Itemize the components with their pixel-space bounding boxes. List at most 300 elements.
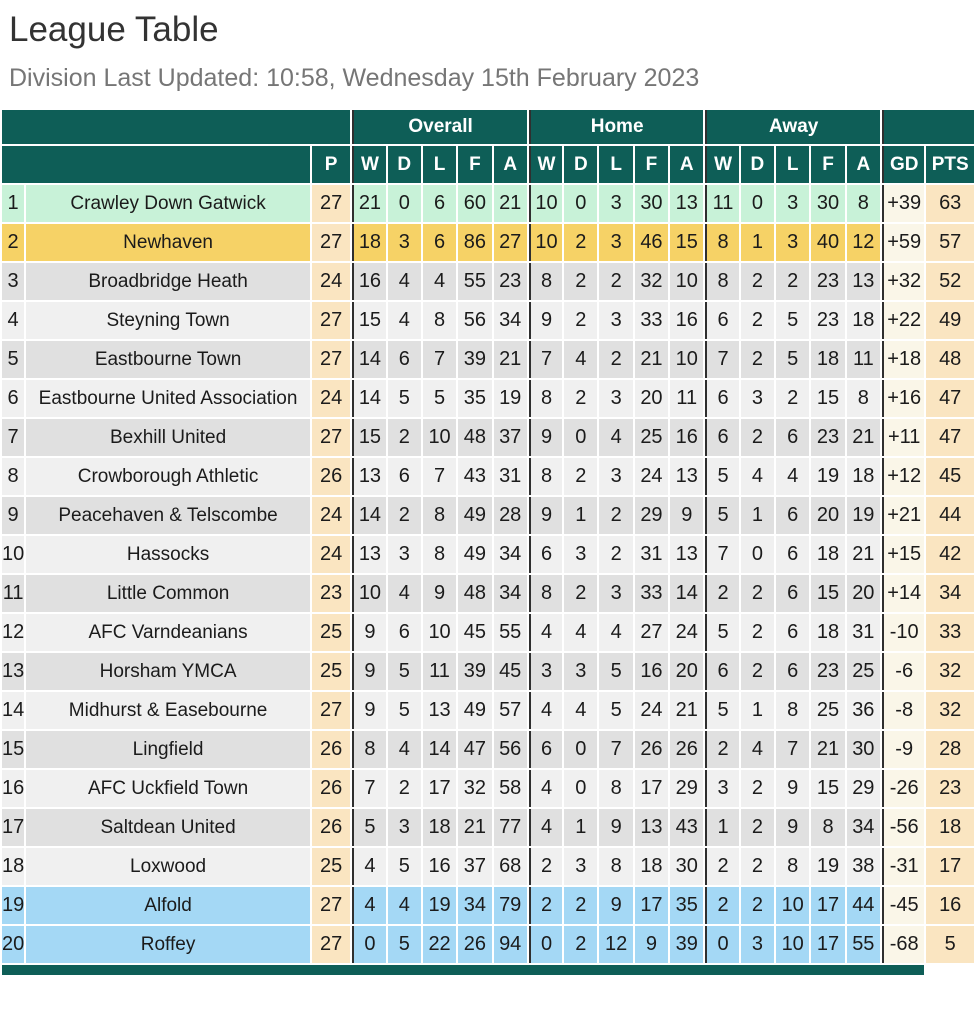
away-a-cell: 31 (847, 614, 880, 651)
away-a-cell: 38 (847, 848, 880, 885)
home-l-cell: 2 (599, 263, 632, 300)
played-cell: 27 (312, 185, 350, 222)
team-name-cell: Eastbourne Town (26, 341, 310, 378)
goal-difference-cell: -8 (882, 692, 924, 729)
away-l-cell: 10 (776, 887, 809, 924)
overall-a-cell: 28 (494, 497, 527, 534)
overall-d-cell: 6 (388, 458, 421, 495)
home-d-cell: 2 (564, 380, 597, 417)
column-header-w-11: W (705, 146, 738, 183)
away-l-cell: 5 (776, 341, 809, 378)
home-a-cell: 13 (670, 185, 703, 222)
overall-l-cell: 17 (423, 770, 456, 807)
team-name-cell: Newhaven (26, 224, 310, 261)
group-header-overall: Overall (352, 110, 527, 144)
away-w-cell: 6 (705, 653, 738, 690)
away-a-cell: 20 (847, 575, 880, 612)
overall-a-cell: 68 (494, 848, 527, 885)
position-cell: 8 (2, 458, 24, 495)
overall-w-cell: 7 (352, 770, 385, 807)
away-a-cell: 36 (847, 692, 880, 729)
home-w-cell: 9 (529, 419, 562, 456)
home-f-cell: 13 (635, 809, 668, 846)
column-header-pts-17: PTS (926, 146, 974, 183)
away-w-cell: 7 (705, 536, 738, 573)
overall-d-cell: 3 (388, 224, 421, 261)
table-row (2, 809, 974, 846)
column-header-f-14: F (811, 146, 844, 183)
overall-f-cell: 21 (458, 809, 491, 846)
home-w-cell: 0 (529, 926, 562, 963)
goal-difference-cell: +14 (882, 575, 924, 612)
home-f-cell: 27 (635, 614, 668, 651)
away-w-cell: 5 (705, 458, 738, 495)
away-d-cell: 2 (741, 809, 774, 846)
played-cell: 24 (312, 536, 350, 573)
away-d-cell: 4 (741, 458, 774, 495)
overall-f-cell: 39 (458, 341, 491, 378)
overall-f-cell: 49 (458, 692, 491, 729)
home-a-cell: 29 (670, 770, 703, 807)
home-f-cell: 24 (635, 692, 668, 729)
overall-w-cell: 14 (352, 380, 385, 417)
overall-d-cell: 6 (388, 614, 421, 651)
points-cell: 42 (926, 536, 974, 573)
away-d-cell: 1 (741, 692, 774, 729)
away-w-cell: 6 (705, 380, 738, 417)
position-cell: 11 (2, 575, 24, 612)
home-l-cell: 5 (599, 692, 632, 729)
goal-difference-cell: +39 (882, 185, 924, 222)
home-f-cell: 26 (635, 731, 668, 768)
points-cell: 47 (926, 419, 974, 456)
home-l-cell: 9 (599, 887, 632, 924)
played-cell: 24 (312, 380, 350, 417)
overall-w-cell: 13 (352, 536, 385, 573)
overall-d-cell: 5 (388, 926, 421, 963)
team-name-cell: Peacehaven & Telscombe (26, 497, 310, 534)
position-cell: 16 (2, 770, 24, 807)
goal-difference-cell: -26 (882, 770, 924, 807)
home-w-cell: 9 (529, 302, 562, 339)
points-cell: 32 (926, 692, 974, 729)
away-f-cell: 17 (811, 887, 844, 924)
home-d-cell: 3 (564, 848, 597, 885)
home-d-cell: 4 (564, 692, 597, 729)
position-cell: 2 (2, 224, 24, 261)
away-l-cell: 4 (776, 458, 809, 495)
overall-a-cell: 31 (494, 458, 527, 495)
home-a-cell: 21 (670, 692, 703, 729)
overall-w-cell: 0 (352, 926, 385, 963)
overall-d-cell: 2 (388, 419, 421, 456)
home-l-cell: 2 (599, 341, 632, 378)
away-d-cell: 3 (741, 380, 774, 417)
overall-f-cell: 45 (458, 614, 491, 651)
home-d-cell: 2 (564, 224, 597, 261)
overall-a-cell: 58 (494, 770, 527, 807)
away-d-cell: 2 (741, 263, 774, 300)
home-w-cell: 6 (529, 536, 562, 573)
position-cell: 10 (2, 536, 24, 573)
home-w-cell: 4 (529, 770, 562, 807)
goal-difference-cell: +32 (882, 263, 924, 300)
points-cell: 52 (926, 263, 974, 300)
column-header-w-6: W (529, 146, 562, 183)
group-header-spacer (882, 110, 974, 144)
column-header-l-3: L (423, 146, 456, 183)
home-l-cell: 7 (599, 731, 632, 768)
goal-difference-cell: +11 (882, 419, 924, 456)
overall-l-cell: 6 (423, 185, 456, 222)
away-w-cell: 2 (705, 887, 738, 924)
column-header-f-4: F (458, 146, 491, 183)
home-d-cell: 2 (564, 887, 597, 924)
overall-w-cell: 15 (352, 302, 385, 339)
overall-l-cell: 7 (423, 341, 456, 378)
overall-a-cell: 79 (494, 887, 527, 924)
away-l-cell: 7 (776, 731, 809, 768)
overall-l-cell: 8 (423, 536, 456, 573)
home-l-cell: 4 (599, 419, 632, 456)
overall-a-cell: 45 (494, 653, 527, 690)
away-l-cell: 8 (776, 692, 809, 729)
away-d-cell: 2 (741, 614, 774, 651)
overall-d-cell: 2 (388, 497, 421, 534)
overall-f-cell: 32 (458, 770, 491, 807)
home-d-cell: 4 (564, 341, 597, 378)
overall-f-cell: 35 (458, 380, 491, 417)
home-d-cell: 0 (564, 185, 597, 222)
overall-a-cell: 21 (494, 341, 527, 378)
home-w-cell: 8 (529, 380, 562, 417)
home-l-cell: 8 (599, 770, 632, 807)
overall-l-cell: 8 (423, 497, 456, 534)
team-name-cell: Midhurst & Easebourne (26, 692, 310, 729)
home-a-cell: 26 (670, 731, 703, 768)
away-d-cell: 2 (741, 653, 774, 690)
away-w-cell: 6 (705, 302, 738, 339)
home-l-cell: 3 (599, 224, 632, 261)
home-f-cell: 17 (635, 887, 668, 924)
away-f-cell: 18 (811, 614, 844, 651)
overall-w-cell: 4 (352, 848, 385, 885)
points-cell: 17 (926, 848, 974, 885)
away-f-cell: 18 (811, 536, 844, 573)
column-header-row (2, 146, 974, 183)
away-a-cell: 12 (847, 224, 880, 261)
away-w-cell: 8 (705, 263, 738, 300)
overall-l-cell: 9 (423, 575, 456, 612)
team-name-cell: Steyning Town (26, 302, 310, 339)
away-w-cell: 2 (705, 731, 738, 768)
league-table-container (0, 108, 976, 977)
overall-d-cell: 4 (388, 731, 421, 768)
table-row (2, 185, 974, 222)
away-l-cell: 6 (776, 536, 809, 573)
position-cell: 7 (2, 419, 24, 456)
overall-f-cell: 86 (458, 224, 491, 261)
page-header (0, 0, 976, 93)
table-body (2, 185, 974, 963)
played-cell: 27 (312, 419, 350, 456)
home-a-cell: 13 (670, 458, 703, 495)
team-name-cell: Crowborough Athletic (26, 458, 310, 495)
away-l-cell: 6 (776, 575, 809, 612)
away-w-cell: 7 (705, 341, 738, 378)
overall-d-cell: 5 (388, 380, 421, 417)
column-header-l-8: L (599, 146, 632, 183)
group-header-row (2, 110, 974, 144)
away-w-cell: 2 (705, 575, 738, 612)
home-a-cell: 43 (670, 809, 703, 846)
last-updated-text: Division Last Updated: 10:58, Wednesday 15th February 2023 (9, 64, 700, 92)
column-header-d-7: D (564, 146, 597, 183)
home-w-cell: 4 (529, 614, 562, 651)
points-cell: 18 (926, 809, 974, 846)
points-cell: 44 (926, 497, 974, 534)
points-cell: 45 (926, 458, 974, 495)
overall-d-cell: 0 (388, 185, 421, 222)
overall-f-cell: 56 (458, 302, 491, 339)
home-d-cell: 2 (564, 458, 597, 495)
home-w-cell: 4 (529, 692, 562, 729)
away-a-cell: 21 (847, 536, 880, 573)
position-cell: 12 (2, 614, 24, 651)
away-d-cell: 1 (741, 497, 774, 534)
home-w-cell: 2 (529, 848, 562, 885)
overall-d-cell: 4 (388, 263, 421, 300)
team-name-cell: Crawley Down Gatwick (26, 185, 310, 222)
away-w-cell: 1 (705, 809, 738, 846)
points-cell: 49 (926, 302, 974, 339)
goal-difference-cell: +59 (882, 224, 924, 261)
away-a-cell: 13 (847, 263, 880, 300)
overall-f-cell: 47 (458, 731, 491, 768)
away-a-cell: 18 (847, 302, 880, 339)
goal-difference-cell: +16 (882, 380, 924, 417)
column-header-d-12: D (741, 146, 774, 183)
column-header-gd-16: GD (882, 146, 924, 183)
team-name-cell: Lingfield (26, 731, 310, 768)
overall-w-cell: 21 (352, 185, 385, 222)
away-l-cell: 10 (776, 926, 809, 963)
column-header-a-10: A (670, 146, 703, 183)
overall-f-cell: 43 (458, 458, 491, 495)
goal-difference-cell: -68 (882, 926, 924, 963)
home-f-cell: 17 (635, 770, 668, 807)
away-w-cell: 6 (705, 419, 738, 456)
goal-difference-cell: -31 (882, 848, 924, 885)
points-cell: 63 (926, 185, 974, 222)
overall-w-cell: 16 (352, 263, 385, 300)
away-l-cell: 9 (776, 809, 809, 846)
away-f-cell: 19 (811, 458, 844, 495)
played-cell: 26 (312, 458, 350, 495)
home-w-cell: 8 (529, 575, 562, 612)
overall-a-cell: 27 (494, 224, 527, 261)
home-a-cell: 10 (670, 263, 703, 300)
position-cell: 1 (2, 185, 24, 222)
away-l-cell: 6 (776, 614, 809, 651)
team-name-cell: Broadbridge Heath (26, 263, 310, 300)
away-w-cell: 11 (705, 185, 738, 222)
table-row (2, 614, 974, 651)
overall-w-cell: 14 (352, 341, 385, 378)
points-cell: 33 (926, 614, 974, 651)
overall-l-cell: 7 (423, 458, 456, 495)
home-a-cell: 35 (670, 887, 703, 924)
table-row (2, 302, 974, 339)
goal-difference-cell: +15 (882, 536, 924, 573)
overall-a-cell: 55 (494, 614, 527, 651)
position-cell: 19 (2, 887, 24, 924)
home-f-cell: 46 (635, 224, 668, 261)
home-w-cell: 8 (529, 458, 562, 495)
overall-l-cell: 16 (423, 848, 456, 885)
away-f-cell: 40 (811, 224, 844, 261)
overall-w-cell: 5 (352, 809, 385, 846)
away-l-cell: 5 (776, 302, 809, 339)
home-l-cell: 3 (599, 380, 632, 417)
away-d-cell: 2 (741, 302, 774, 339)
league-table (0, 108, 976, 977)
overall-a-cell: 34 (494, 575, 527, 612)
away-l-cell: 3 (776, 224, 809, 261)
away-f-cell: 15 (811, 770, 844, 807)
group-header-home: Home (529, 110, 704, 144)
home-f-cell: 29 (635, 497, 668, 534)
away-d-cell: 2 (741, 770, 774, 807)
home-a-cell: 24 (670, 614, 703, 651)
away-f-cell: 8 (811, 809, 844, 846)
home-f-cell: 21 (635, 341, 668, 378)
points-cell: 48 (926, 341, 974, 378)
table-row (2, 536, 974, 573)
home-d-cell: 2 (564, 302, 597, 339)
away-d-cell: 4 (741, 731, 774, 768)
overall-l-cell: 10 (423, 419, 456, 456)
home-d-cell: 1 (564, 809, 597, 846)
overall-l-cell: 10 (423, 614, 456, 651)
overall-f-cell: 26 (458, 926, 491, 963)
played-cell: 27 (312, 341, 350, 378)
overall-d-cell: 6 (388, 341, 421, 378)
away-a-cell: 55 (847, 926, 880, 963)
table-row (2, 653, 974, 690)
away-a-cell: 34 (847, 809, 880, 846)
away-f-cell: 18 (811, 341, 844, 378)
team-name-cell: Alfold (26, 887, 310, 924)
home-l-cell: 3 (599, 458, 632, 495)
position-cell: 18 (2, 848, 24, 885)
home-l-cell: 5 (599, 653, 632, 690)
away-a-cell: 30 (847, 731, 880, 768)
away-d-cell: 2 (741, 419, 774, 456)
away-l-cell: 2 (776, 380, 809, 417)
overall-d-cell: 2 (388, 770, 421, 807)
team-name-cell: AFC Varndeanians (26, 614, 310, 651)
overall-a-cell: 94 (494, 926, 527, 963)
played-cell: 27 (312, 302, 350, 339)
goal-difference-cell: -10 (882, 614, 924, 651)
goal-difference-cell: +22 (882, 302, 924, 339)
table-row (2, 692, 974, 729)
home-a-cell: 20 (670, 653, 703, 690)
overall-l-cell: 8 (423, 302, 456, 339)
away-l-cell: 2 (776, 263, 809, 300)
away-a-cell: 44 (847, 887, 880, 924)
overall-d-cell: 3 (388, 536, 421, 573)
home-w-cell: 3 (529, 653, 562, 690)
position-cell: 17 (2, 809, 24, 846)
overall-a-cell: 21 (494, 185, 527, 222)
away-d-cell: 2 (741, 887, 774, 924)
away-l-cell: 9 (776, 770, 809, 807)
home-d-cell: 0 (564, 419, 597, 456)
position-cell: 4 (2, 302, 24, 339)
overall-f-cell: 49 (458, 497, 491, 534)
away-f-cell: 23 (811, 302, 844, 339)
team-name-cell: Loxwood (26, 848, 310, 885)
table-row (2, 575, 974, 612)
position-cell: 14 (2, 692, 24, 729)
away-a-cell: 25 (847, 653, 880, 690)
table-row (2, 224, 974, 261)
position-cell: 13 (2, 653, 24, 690)
home-w-cell: 8 (529, 263, 562, 300)
overall-f-cell: 49 (458, 536, 491, 573)
home-f-cell: 33 (635, 302, 668, 339)
overall-l-cell: 4 (423, 263, 456, 300)
overall-a-cell: 37 (494, 419, 527, 456)
column-header-p-0: P (312, 146, 350, 183)
home-l-cell: 9 (599, 809, 632, 846)
home-a-cell: 10 (670, 341, 703, 378)
overall-f-cell: 34 (458, 887, 491, 924)
overall-l-cell: 14 (423, 731, 456, 768)
position-cell: 6 (2, 380, 24, 417)
overall-w-cell: 18 (352, 224, 385, 261)
played-cell: 24 (312, 497, 350, 534)
home-a-cell: 30 (670, 848, 703, 885)
points-cell: 23 (926, 770, 974, 807)
goal-difference-cell: +12 (882, 458, 924, 495)
home-w-cell: 2 (529, 887, 562, 924)
overall-w-cell: 9 (352, 692, 385, 729)
away-d-cell: 2 (741, 341, 774, 378)
table-footer (2, 965, 974, 975)
table-row (2, 731, 974, 768)
home-a-cell: 16 (670, 302, 703, 339)
home-l-cell: 3 (599, 575, 632, 612)
away-w-cell: 5 (705, 692, 738, 729)
position-cell: 5 (2, 341, 24, 378)
table-row (2, 497, 974, 534)
overall-d-cell: 3 (388, 809, 421, 846)
away-l-cell: 6 (776, 653, 809, 690)
home-w-cell: 9 (529, 497, 562, 534)
overall-w-cell: 15 (352, 419, 385, 456)
played-cell: 27 (312, 692, 350, 729)
overall-l-cell: 6 (423, 224, 456, 261)
home-a-cell: 15 (670, 224, 703, 261)
away-d-cell: 2 (741, 848, 774, 885)
home-w-cell: 10 (529, 185, 562, 222)
overall-d-cell: 5 (388, 692, 421, 729)
away-f-cell: 21 (811, 731, 844, 768)
home-f-cell: 31 (635, 536, 668, 573)
